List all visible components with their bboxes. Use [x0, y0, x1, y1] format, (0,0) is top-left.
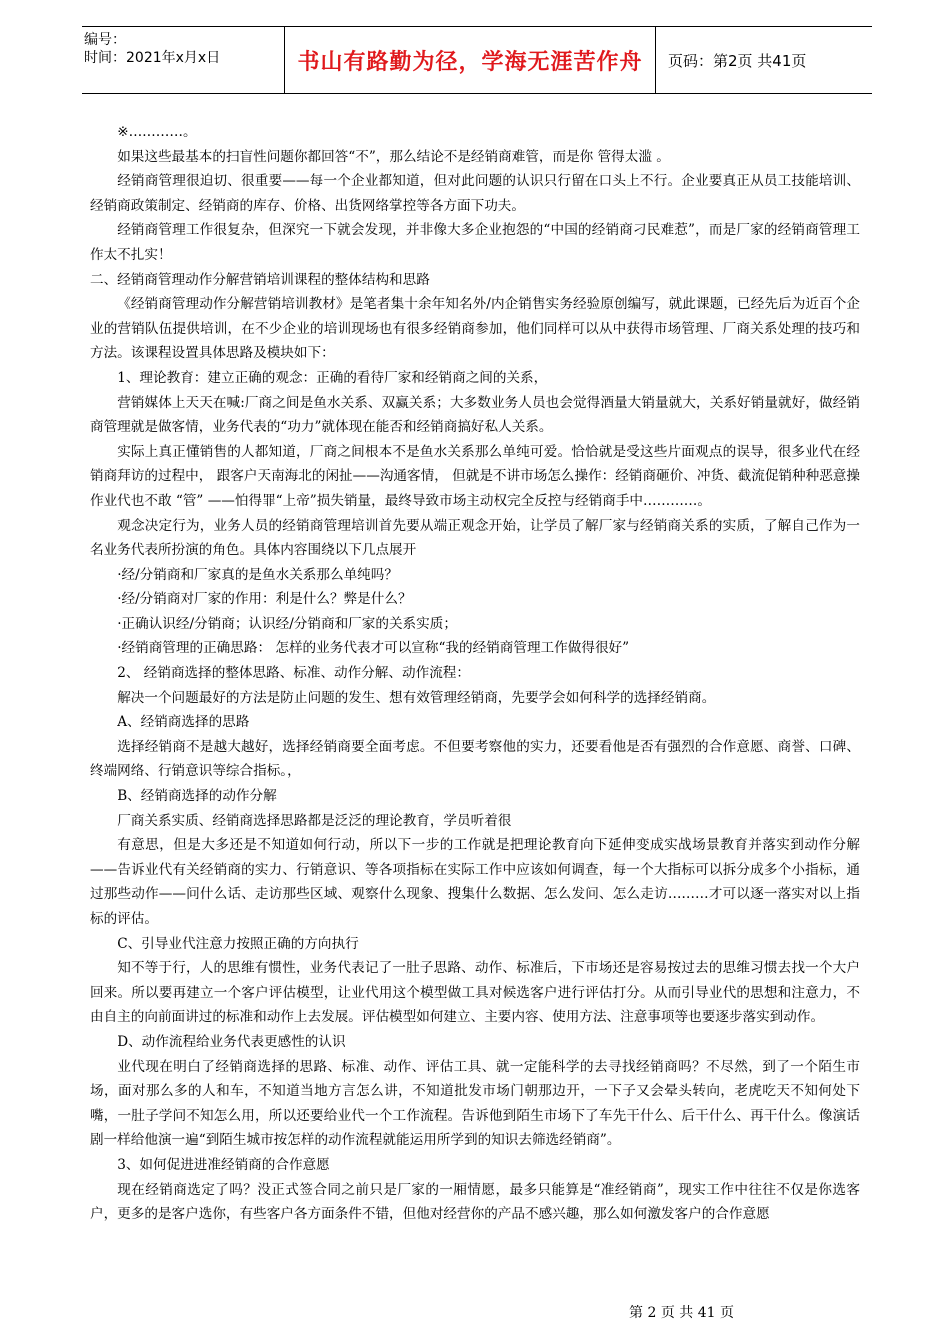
- bullet-item: ·经/分销商对厂家的作用：利是什么？弊是什么？: [117, 591, 412, 608]
- header-meta: [82, 27, 285, 93]
- paragraph: 实际上真正懂销售的人都知道，厂商之间根本不是鱼水关系那么单纯可爱。恰恰就是受这些片面观点的误导，很多业代在经销商拜访的过程中， 跟客户天南海北的闲扯——沟通客情， 但就是不讲市场怎么操作：经销商砸价、冲货、截流促销种种恶意操作业代也不敢 “管” ——怕得罪“上帝”损失销量，最终导致市场主动权完全反控与经销商手中…………。: [90, 443, 860, 509]
- subsection-heading: B、经销商选择的动作分解: [117, 788, 277, 805]
- bullet-item: ·经销商管理的正确思路： 怎样的业务代表才可以宣称“我的经销商管理工作做得很好”: [117, 640, 630, 657]
- subsection-heading: C、引导业代注意力按照正确的方向执行: [117, 935, 359, 952]
- paragraph: 《经销商管理动作分解营销培训教材》是笔者集十余年知名外/内企销售实务经验原创编写，就此课题，已经先后为近百个企业的营销队伍提供培训，在不少企业的培训现场也有很多经销商参加，他们同样可以从中获得市场管理、厂商关系处理的技巧和方法。该课程设置具体思路及模块如下：: [90, 296, 860, 362]
- paragraph: ※…………。: [117, 124, 197, 140]
- document-number-label: 编号：: [84, 32, 126, 48]
- paragraph: 厂商关系实质、经销商选择思路都是泛泛的理论教育，学员听着很: [117, 812, 512, 829]
- bullet-item: ·正确认识经/分销商；认识经/分销商和厂家的关系实质；: [117, 615, 457, 632]
- paragraph: 如果这些最基本的扫盲性问题你都回答“不”，那么结论不是经销商难管，而是你 管得太滥 。: [117, 148, 670, 165]
- subsection-heading: D、动作流程给业务代表更感性的认识: [117, 1033, 346, 1050]
- subsection-heading: 3、如何促进进准经销商的合作意愿: [117, 1156, 330, 1173]
- page-header: [82, 26, 872, 94]
- section-heading: 二、经销商管理动作分解营销培训课程的整体结构和思路: [90, 271, 430, 288]
- bullet-item: ·经/分销商和厂家真的是鱼水关系那么单纯吗？: [117, 566, 398, 583]
- paragraph: 业代现在明白了经销商选择的思路、标准、动作、评估工具、就一定能科学的去寻找经销商吗？不尽然，到了一个陌生市场，面对那么多的人和车，不知道当地方言怎么讲，不知道批发市场门朝那边开，一下子又会晕头转向，老虎吃天不知何处下嘴，一肚子学问不知怎么用，所以还要给业代一个工作流程。告诉他到陌生市场下了车先干什么、后干什么、再干什么。像演话剧一样给他演一遍“到陌生城市按怎样的动作流程就能运用所学到的知识去筛选经销商”。: [90, 1058, 860, 1149]
- subsection-heading: 1、理论教育：建立正确的观念：正确的看待厂家和经销商之间的关系，: [117, 369, 548, 386]
- document-body: [90, 120, 860, 1227]
- paragraph: 解决一个问题最好的方法是防止问题的发生、想有效管理经销商，先要学会如何科学的选择经销商。: [117, 689, 716, 706]
- paragraph: 观念决定行为，业务人员的经销商管理培训首先要从端正观念开始，让学员了解厂家与经销商关系的实质，了解自己作为一名业务代表所扮演的角色。具体内容围绕以下几点展开: [90, 517, 860, 559]
- header-motto: 书山有路勤为径，学海无涯苦作舟: [285, 27, 656, 93]
- subsection-heading: A、经销商选择的思路: [117, 714, 250, 731]
- paragraph: 营销媒体上天天在喊:厂商之间是鱼水关系、双赢关系；大多数业务人员也会觉得酒量大销量就大，关系好销量就好，做经销商管理就是做客情，业务代表的“功力”就体现在能否和经销商搞好私人关系。: [90, 394, 860, 436]
- page-footer: 第 2 页 共 41 页: [629, 1305, 734, 1321]
- paragraph: 选择经销商不是越大越好，选择经销商要全面考虑。不但要考察他的实力，还要看他是否有强烈的合作意愿、商誉、口碑、终端网络、行销意识等综合指标。，: [90, 738, 860, 780]
- paragraph: 现在经销商选定了吗？没正式签合同之前只是厂家的一厢情愿，最多只能算是“准经销商”，现实工作中往往不仅是你选客户，更多的是客户选你，有些客户各方面条件不错，但他对经营你的产品不感兴趣，那么如何激发客户的合作意愿: [90, 1181, 860, 1223]
- paragraph: 经销商管理工作很复杂，但深究一下就会发现，并非像大多企业抱怨的“中国的经销商刁民难惹”，而是厂家的经销商管理工作太不扎实！: [90, 222, 860, 263]
- subsection-heading: 2、 经销商选择的整体思路、标准、动作分解、动作流程：: [117, 665, 470, 682]
- document-time-label: 时间：2021年x月x日: [84, 50, 221, 66]
- header-page-indicator: 页码：第2页 共41页: [668, 51, 807, 70]
- paragraph: 有意思，但是大多还是不知道如何行动，所以下一步的工作就是把理论教育向下延伸变成实战场景教育并落实到动作分解——告诉业代有关经销商的实力、行销意识、等各项指标在实际工作中应该如何调查，每一个大指标可以拆分成多个小指标，通过那些动作——问什么话、走访那些区域、观察什么现象、搜集什么数据、怎么发问、怎么走访………才可以逐一落实对以上指标的评估。: [90, 837, 860, 927]
- paragraph: 经销商管理很迫切、很重要——每一个企业都知道，但对此问题的认识只行留在口头上不行。企业要真正从员工技能培训、经销商政策制定、经销商的库存、价格、出货网络掌控等各方面下功夫。: [90, 173, 860, 214]
- paragraph: 知不等于行，人的思维有惯性，业务代表记了一肚子思路、动作、标准后，下市场还是容易按过去的思维习惯去找一个大户回来。所以要再建立一个客户评估模型，让业代用这个模型做工具对候选客户进行评估打分。从而引导业代的思想和注意力，不由自主的向前面讲过的标准和动作上去发展。评估模型如何建立、主要内容、使用方法、注意事项等也要逐步落实到动作。: [90, 960, 860, 1026]
